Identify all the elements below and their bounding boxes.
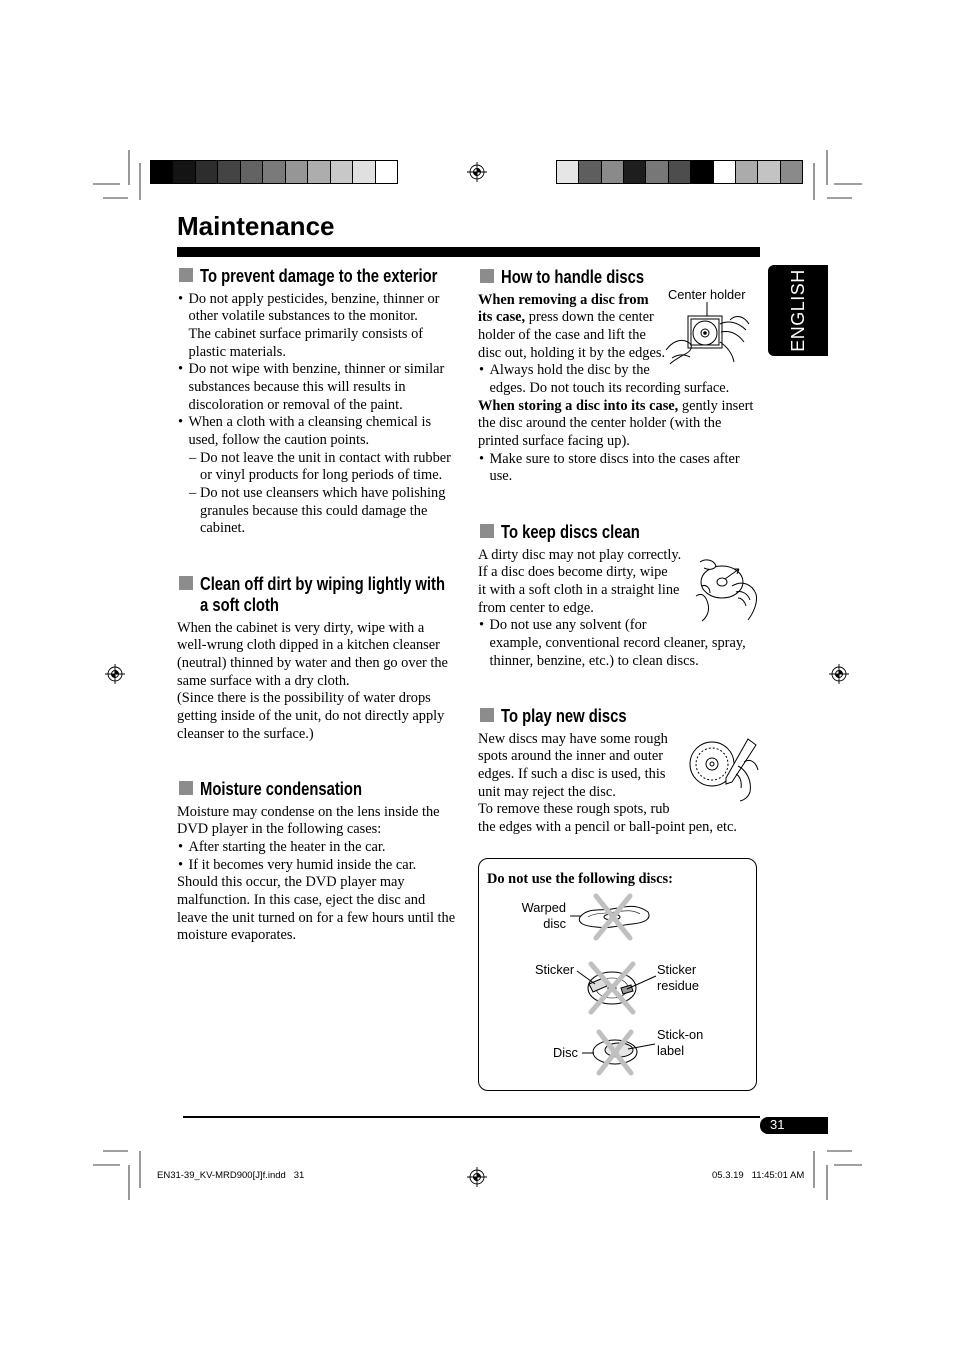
- section-body: [177, 804, 459, 945]
- text-line: – Do not use cleansers which have polishing: [200, 484, 446, 501]
- color-patch: [691, 161, 713, 183]
- section-heading: [478, 705, 758, 726]
- text-line: thinner, benzine, etc.) to clean discs.: [489, 652, 699, 669]
- text-line: To remove these rough spots, rub: [478, 801, 670, 818]
- heading-line: To play new discs: [501, 704, 627, 726]
- bullet-item: [177, 414, 459, 449]
- registration-mark-icon: [467, 1167, 487, 1187]
- heading-line: To keep discs clean: [501, 520, 640, 542]
- sticker-label: Sticker: [535, 962, 575, 977]
- disc-shape: [693, 321, 717, 345]
- color-patch: [624, 161, 646, 183]
- text-line: other volatile substances to the monitor.: [188, 308, 418, 325]
- color-patch: [263, 161, 285, 183]
- bullet-item: [177, 291, 459, 362]
- color-patch: [602, 161, 624, 183]
- text-line: the edges with a pencil or ball-point pen, etc.: [478, 818, 737, 835]
- color-bar-right: [556, 160, 803, 184]
- paragraph: [177, 874, 459, 945]
- hand-outline: [666, 340, 691, 364]
- text-line: The cabinet surface primarily consists of: [188, 325, 424, 342]
- stick-on-label-caption: [657, 1027, 703, 1059]
- text-line: discoloration or removal of the paint.: [188, 396, 403, 413]
- plain-text: gently insert: [678, 397, 754, 414]
- label-line: label: [657, 1043, 685, 1058]
- text-line: When the cabinet is very dirty, wipe with a: [177, 619, 425, 636]
- bold-text: its case,: [478, 309, 526, 326]
- heading-square-icon: [179, 781, 193, 795]
- color-patch: [241, 161, 263, 183]
- dash-item: [177, 450, 459, 485]
- text-line: Moisture may condense on the lens inside the: [177, 803, 440, 820]
- text-line: unit may reject the disc.: [478, 783, 616, 800]
- section-moisture-condensation: [177, 778, 459, 945]
- section-heading: [177, 778, 459, 799]
- disc-edge-pen-illustration: [686, 736, 760, 802]
- text-line: leave the unit turned on for a few hours until the: [177, 909, 456, 926]
- label-line: Warped: [521, 900, 566, 915]
- bullet-item: [177, 857, 459, 875]
- text-line: substances because this will results in: [188, 378, 406, 395]
- color-patch: [669, 161, 691, 183]
- heading-line: To prevent damage to the exterior: [200, 264, 438, 286]
- bullet-item: [177, 361, 459, 414]
- text-line: example, conventional record cleaner, spray,: [489, 634, 746, 651]
- section-heading: [177, 573, 459, 615]
- section-heading: [177, 265, 459, 286]
- text-line: Should this occur, the DVD player may: [177, 874, 405, 891]
- text-line: • If it becomes very humid inside the car.: [188, 856, 417, 873]
- page-number-tab: [760, 1117, 828, 1134]
- text-line: or vinyl products for long periods of time.: [200, 467, 443, 484]
- heading-line: Clean off dirt by wiping lightly with: [200, 572, 446, 594]
- color-patch: [331, 161, 353, 183]
- text-line: the disc around the center holder (with the: [478, 415, 722, 432]
- registration-mark-icon: [829, 664, 849, 684]
- caution-box-title: Do not use the following discs:: [487, 871, 673, 887]
- color-patch: [714, 161, 736, 183]
- text-line: • Always hold the disc by the: [489, 362, 650, 379]
- plain-text: press down the center: [525, 309, 654, 326]
- text-line: plastic materials.: [188, 343, 287, 360]
- text-line: spots around the inner and outer: [478, 748, 664, 765]
- text-line: use.: [489, 468, 513, 485]
- text-line: DVD player in the following cases:: [177, 821, 382, 838]
- text-line: edges. If such a disc is used, this: [478, 765, 666, 782]
- color-patch: [579, 161, 601, 183]
- color-patch: [376, 161, 397, 183]
- language-tab-label: ENGLISH: [787, 269, 808, 352]
- text-line: printed surface facing up).: [478, 432, 630, 449]
- color-patch: [736, 161, 758, 183]
- text-line: [478, 398, 758, 416]
- stick-on-label-disc-illustration: [580, 1028, 660, 1076]
- heading-square-icon: [480, 269, 494, 283]
- text-line: (neutral) thinned by water and then go over the: [177, 654, 448, 671]
- text-line: getting inside of the unit, do not directly apply: [177, 707, 445, 724]
- color-patch: [218, 161, 240, 183]
- text-line: moisture evaporates.: [177, 927, 297, 944]
- heading-line: Moisture condensation: [200, 777, 362, 799]
- bullet-item: [177, 839, 459, 857]
- label-line: residue: [657, 978, 699, 993]
- warped-disc-label: [500, 900, 566, 932]
- heading-line: How to handle discs: [501, 265, 645, 287]
- page-number: 31: [770, 1117, 785, 1132]
- footer-timestamp: 05.3.19 11:45:01 AM: [712, 1170, 805, 1181]
- bold-text: When removing a disc from: [478, 291, 649, 308]
- section-clean-off-dirt: [177, 573, 459, 744]
- bullet-item: [478, 617, 758, 670]
- title-rule: [177, 247, 760, 257]
- text-line: same surface with a dry cloth.: [177, 672, 350, 689]
- bold-text: When storing a disc into its case,: [478, 397, 679, 414]
- paragraph: [177, 620, 459, 744]
- section-heading: [478, 266, 758, 287]
- text-line: well-wrung cloth dipped in a kitchen cleanser: [177, 637, 440, 654]
- section-heading: [478, 521, 758, 542]
- color-patch: [557, 161, 579, 183]
- text-line: • Do not wipe with benzine, thinner or similar: [188, 361, 445, 378]
- text-line: granules because this could damage the: [200, 502, 428, 519]
- color-patch: [173, 161, 195, 183]
- disc-label: Disc: [553, 1045, 578, 1060]
- center-holder-label: Center holder: [668, 287, 746, 302]
- text-line: • When a cloth with a cleansing chemical is: [188, 414, 432, 431]
- text-line: edges. Do not touch its recording surface.: [489, 379, 730, 396]
- text-line: cabinet.: [200, 520, 246, 537]
- registration-mark-icon: [105, 664, 125, 684]
- bullet-item: [478, 451, 758, 486]
- hand-outline: [736, 760, 758, 801]
- sticker-residue-label: [657, 962, 699, 994]
- color-patch: [196, 161, 218, 183]
- color-patch: [758, 161, 780, 183]
- color-patch: [286, 161, 308, 183]
- label-line: Stick-on: [657, 1027, 704, 1042]
- dash-item: [177, 485, 459, 538]
- disc-cleaning-illustration: [692, 556, 762, 622]
- text-line: malfunction. In this case, eject the disc and: [177, 891, 426, 908]
- paragraph: [478, 398, 758, 451]
- text-line: • Make sure to store discs into the cases after: [489, 450, 740, 467]
- section-body: [177, 620, 459, 744]
- text-line: • After starting the heater in the car.: [188, 838, 386, 855]
- text-line: (Since there is the possibility of water drops: [177, 690, 431, 707]
- heading-square-icon: [179, 268, 193, 282]
- language-tab: [768, 265, 828, 356]
- paragraph: [177, 804, 459, 839]
- text-line: – Do not leave the unit in contact with rubber: [200, 449, 451, 466]
- color-patch: [646, 161, 668, 183]
- hand-outline: [720, 317, 749, 362]
- text-line: it with a soft cloth in a straight line: [478, 581, 680, 598]
- text-line: from center to edge.: [478, 599, 594, 616]
- text-line: disc out, holding it by the edges.: [478, 344, 666, 361]
- text-line: used, follow the caution points.: [188, 431, 370, 448]
- sticker-disc-illustration: [575, 958, 659, 1018]
- warped-disc-illustration: [570, 893, 664, 941]
- registration-mark-icon: [467, 162, 487, 182]
- text-line: New discs may have some rough: [478, 730, 668, 747]
- color-patch: [308, 161, 330, 183]
- color-patch: [353, 161, 375, 183]
- section-prevent-exterior-damage: [177, 265, 459, 538]
- color-bar-left: [150, 160, 398, 184]
- text-line: If a disc does become dirty, wipe: [478, 564, 668, 581]
- text-line: • Do not use any solvent (for: [489, 617, 647, 634]
- text-line: cleanser to the surface.): [177, 725, 314, 742]
- page-title: Maintenance: [177, 211, 335, 241]
- text-line: A dirty disc may not play correctly.: [478, 546, 682, 563]
- heading-square-icon: [480, 708, 494, 722]
- text-line: holder of the case and lift the: [478, 326, 646, 343]
- color-patch: [781, 161, 802, 183]
- disc-case-illustration: [660, 302, 754, 368]
- bottom-rule: [183, 1116, 760, 1118]
- text-line: • Do not apply pesticides, benzine, thinner or: [188, 290, 440, 307]
- cloth-outline: [700, 560, 716, 569]
- leader-line: [577, 971, 595, 984]
- footer-file-name: EN31-39_KV-MRD900[J]f.indd 31: [157, 1170, 305, 1181]
- section-body: [177, 291, 459, 538]
- color-patch: [151, 161, 173, 183]
- label-line: disc: [543, 916, 566, 931]
- heading-square-icon: [480, 524, 494, 538]
- label-line: Sticker: [657, 962, 697, 977]
- heading-line: a soft cloth: [200, 593, 279, 615]
- heading-square-icon: [179, 576, 193, 590]
